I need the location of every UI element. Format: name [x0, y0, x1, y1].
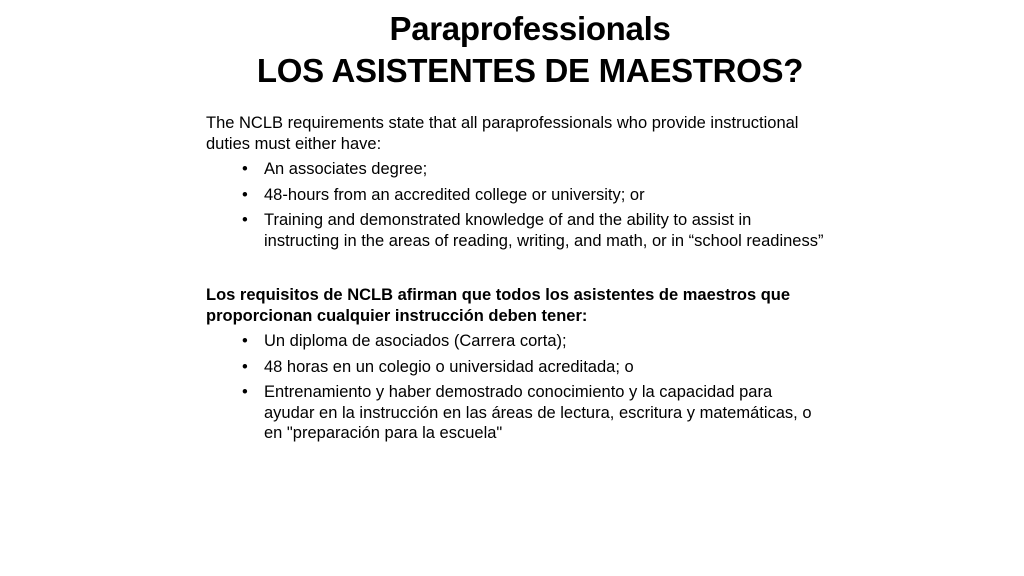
- list-item: [206, 357, 826, 378]
- english-intro: The NCLB requirements state that all paraprofessionals who provide instructional duties must either have:: [206, 114, 799, 153]
- bullet-icon: •: [242, 160, 248, 178]
- list-item-text: 48 horas en un colegio o universidad acreditada; o: [264, 357, 634, 376]
- title-line-spanish: LOS ASISTENTES DE MAESTROS?: [256, 52, 804, 89]
- spanish-requirements-list: [206, 331, 826, 444]
- slide-body: [206, 113, 826, 449]
- bullet-icon: •: [242, 211, 248, 229]
- list-item-text: Training and demonstrated knowledge of and the ability to assist in instructing in the areas of reading, writing, and math, or in “school readiness”: [264, 211, 824, 250]
- slide-title: [0, 8, 1024, 92]
- title-line-english: Paraprofessionals: [389, 10, 671, 47]
- list-item-text: 48-hours from an accredited college or university; or: [264, 185, 645, 204]
- list-item: [206, 210, 826, 251]
- english-requirements-list: [206, 159, 826, 251]
- list-item: [206, 159, 826, 180]
- bullet-icon: •: [242, 185, 248, 204]
- bullet-icon: •: [242, 332, 248, 350]
- list-item: [206, 382, 826, 444]
- bullet-icon: •: [242, 383, 248, 401]
- spanish-intro: Los requisitos de NCLB afirman que todos los asistentes de maestros que proporcionan cualquier instrucción deben tener:: [206, 286, 791, 325]
- list-item-text: An associates degree;: [264, 160, 428, 178]
- list-item: [206, 331, 826, 352]
- list-item-text: Un diploma de asociados (Carrera corta);: [264, 332, 567, 350]
- bullet-icon: •: [242, 357, 248, 376]
- list-item: [206, 185, 826, 206]
- list-item-text: Entrenamiento y haber demostrado conocimiento y la capacidad para ayudar en la instrucción en las áreas de lectura, escritura y matemáticas, o en "preparación para la escuela": [264, 383, 812, 442]
- section-spacer: [206, 256, 826, 285]
